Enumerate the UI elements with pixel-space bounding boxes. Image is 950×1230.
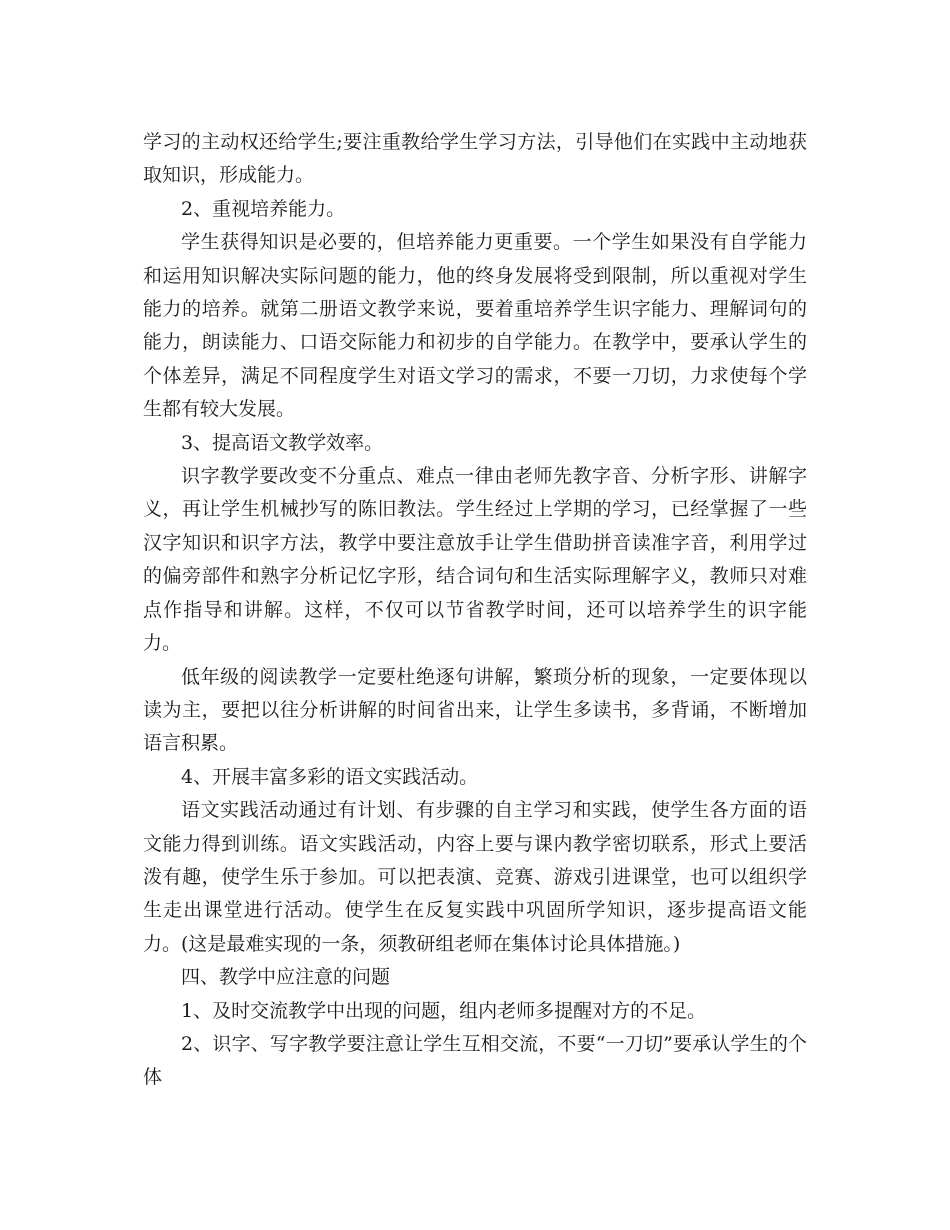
paragraph-5: 识字教学要改变不分重点、难点一律由老师先教字音、分析字形、讲解字义，再让学生机械抄写的陈旧教法。学生经过上学期的学习，已经掌握了一些汉字知识和识字方法，教学中要注意放手让学生借助拼音读准字音，利用学过的偏旁部件和熟字分析记忆字形，结合词句和生活实际理解字义，教师只对难点作指导和讲解。这样，不仅可以节省教学时间，还可以培养学生的识字能力。	[143, 465, 807, 655]
document-body	[143, 126, 807, 1095]
paragraph-10: 1、及时交流教学中出现的问题，组内老师多提醒对方的不足。	[181, 999, 707, 1022]
paragraph-3: 学生获得知识是必要的，但培养能力更重要。一个学生如果没有自学能力和运用知识解决实际问题的能力，他的终身发展将受到限制，所以重视对学生能力的培养。就第二册语文教学来说，要着重培养学生识字能力、理解词句的能力，朗读能力、口语交际能力和初步的自学能力。在教学中，要承认学生的个体差异，满足不同程度学生对语文学习的需求，不要一刀切，力求使每个学生都有较大发展。	[143, 231, 807, 421]
paragraph-9: 四、教学中应注意的问题	[181, 966, 391, 989]
paragraph-8: 语文实践活动通过有计划、有步骤的自主学习和实践，使学生各方面的语文能力得到训练。语文实践活动，内容上要与课内教学密切联系，形式上要活泼有趣，使学生乐于参加。可以把表演、竞赛、游戏引进课堂，也可以组织学生走出课堂进行活动。使学生在反复实践中巩固所学知识，逐步提高语文能力。(这是最难实现的一条，须教研组老师在集体讨论具体措施。)	[143, 799, 807, 955]
paragraph-2: 2、重视培养能力。	[181, 197, 346, 220]
paragraph-7: 4、开展丰富多彩的语文实践活动。	[181, 765, 479, 788]
paragraph-11: 2、识字、写字教学要注意让学生互相交流，不要“一刀切”要承认学生的个体	[143, 1032, 807, 1089]
paragraph-4: 3、提高语文教学效率。	[181, 431, 384, 454]
paragraph-1: 学习的主动权还给学生;要注重教给学生学习方法，引导他们在实践中主动地获取知识，形成能力。	[143, 131, 807, 187]
paragraph-6: 低年级的阅读教学一定要杜绝逐句讲解，繁琐分析的现象，一定要体现以读为主，要把以往分析讲解的时间省出来，让学生多读书，多背诵，不断增加语言积累。	[143, 665, 807, 755]
